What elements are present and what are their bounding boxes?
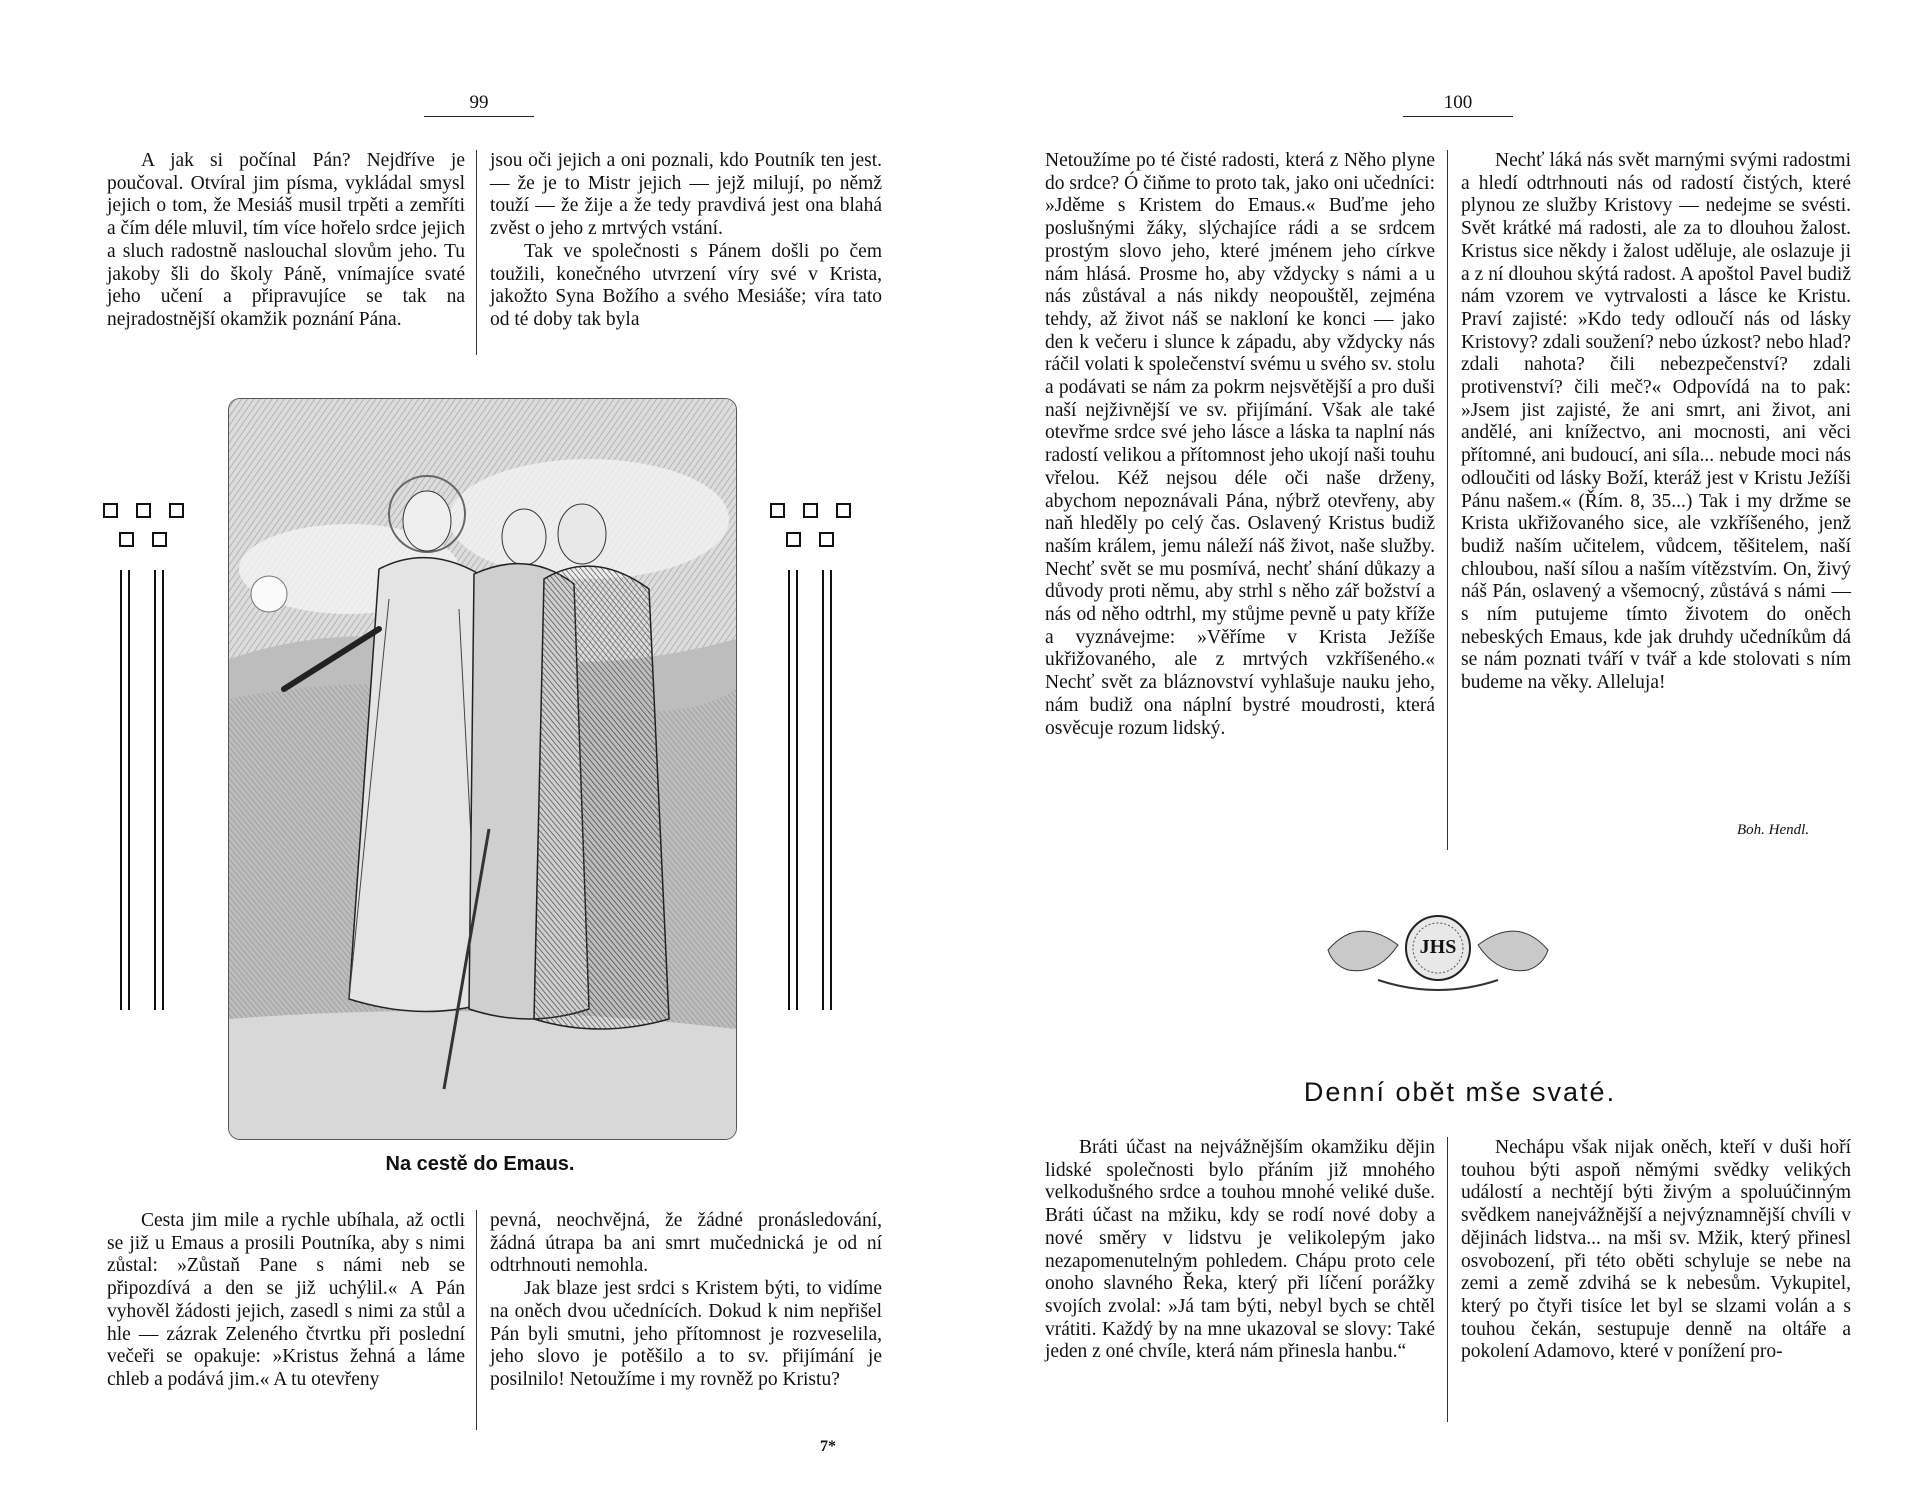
column-rule <box>476 1210 477 1430</box>
illustration-caption: Na cestě do Emaus. <box>385 1153 575 1175</box>
column-rule <box>476 150 477 355</box>
paragraph: Netoužíme po té čisté radosti, která z Něho plyne do srdce? Ó čiňme to proto tak, jako oni učedníci: »Jděme s Kristem do Emaus.« Buďme jeho poslušnými žáky, slýchajíce rádi a se srdcem prostým slovo jeho, které jménem jeho církve nám hlásá. Prosme ho, aby vždycky s námi a u nás zůstával a nás nikdy neopouštěl, zejména tehdy, až život náš se nakloní ke konci — jako den k večeru i slunce k západu, aby vždycky nás ráčil volati k společenství svému u svého sv. stolu a podávati se nám za pokrm nejsvětější a pro duši naší nejživnější ve sv. přijímání. Však ale také otevřme srdce své jeho lásce a láska ta naplní nás radostí velikou a přítomnost jeho ukojí naši touhu vřelou. Kéž nejsou déle oči naše drženy, abychom nepoznávali Pána, nýbrž otevřeny, aby naň hleděly po celý čas. Oslavený Kristus budiž naším králem, jemu náleží náš život, naše služby. Nechť svět se mu posmívá, nechť shání důkazy a důvody proti němu, aby strhl s něho zář božství a nás od něho odtrhl, my stůjme pevně u paty kříže a vyznávejme: »Věříme v Krista Ježíše ukřižovaného, ale z mrtvých vzkříšeného.« Nechť svět za bláznovství vyhlašuje nauku jeho, nám budiž ona náplní bystré moudrosti, která osvěcuje rozum lidský. <box>1045 150 1435 739</box>
engraving-illustration <box>229 399 736 1139</box>
jhs-ornament <box>1318 900 1558 1000</box>
decorative-squares-right <box>770 503 851 547</box>
section-title: Denní obět mše svaté. <box>1303 1077 1617 1107</box>
right-upper-left-column <box>1045 150 1435 740</box>
author-signature: Boh. Hendl. <box>1737 822 1810 838</box>
left-lower-left-column <box>107 1210 465 1392</box>
decorative-squares-left <box>103 503 184 547</box>
decorative-bars-left <box>120 570 170 1010</box>
paragraph: jsou oči jejich a oni poznali, kdo Poutník ten jest.— že je to Mistr jejich — jejž milují, po němž touží — že žije a že tedy pravdivá jest ona blahá zvěst o jeho z mrtvých vstání. <box>490 150 882 240</box>
left-lower-right-column <box>490 1210 882 1392</box>
engraving-road-to-emmaus <box>228 398 737 1140</box>
right-lower-right-column <box>1461 1137 1851 1364</box>
decorative-bars-right <box>788 570 838 1010</box>
paragraph: Cesta jim mile a rychle ubíhala, až octli se již u Emaus a prosili Poutníka, aby s nimi zůstal: »Zůstaň Pane s námi neb se připozdívá a den se již uchýlil.« A Pán vyhověl žádosti jejich, zasedl s nimi za stůl a hle — zázrak Zeleného čtvrtku při poslední večeři se opakuje: »Kristus žehná a láme chleb a podává jim.« A tu otevřeny <box>107 1210 465 1390</box>
left-upper-left-column <box>107 150 465 332</box>
ornament-monogram: JHS <box>1419 936 1457 958</box>
page-number-left: 99 <box>424 92 534 117</box>
left-upper-right-column <box>490 150 882 332</box>
right-upper-right-column <box>1461 150 1851 695</box>
paragraph: A jak si počínal Pán? Nejdříve je poučoval. Otvíral jim písma, vykládal smysl jejich o tom, že Mesiáš musil trpěti a zemříti a čím déle mluvil, tím více hořelo srdce jejich a sluch radostně naslouchal slovům jeho. Tu jakoby šli do školy Páně, vnímajíce svaté jeho učení a připravujíce se tak na nejradostnější okamžik poznání Pána. <box>107 150 465 330</box>
paragraph: Tak ve společnosti s Pánem došli po čem toužili, konečného utvrzení víry své v Krista, jakožto Syna Božího a svého Mesiáše; víra tato od té doby tak byla <box>490 240 882 330</box>
column-rule <box>1447 150 1448 850</box>
right-lower-left-column <box>1045 1137 1435 1364</box>
signature-mark: 7* <box>820 1438 836 1455</box>
page-number-right: 100 <box>1403 92 1513 117</box>
paragraph: Jak blaze jest srdci s Kristem býti, to vidíme na oněch dvou učednících. Dokud k nim nepřišel Pán byli smutni, jeho přítomnost je rozveselila, jeho slovo je potěšilo a to sv. přijímání je posilnilo! Netoužíme i my rovněž po Kristu? <box>490 1278 882 1390</box>
column-rule <box>1447 1137 1448 1422</box>
paragraph: Nechť láká nás svět marnými svými radostmi a hledí odtrhnouti nás od radostí čistých, které plynou ze služby Kristovy — nedejme se svésti. Svět krátké má radosti, ale za to dlouhou žalost. Kristus sice někdy i žalost uděluje, ale oslazuje ji a z ní dlouhou skýtá radost. A apoštol Pavel budiž nám vzorem ve vytrvalosti a lásce ke Kristu. Praví zajisté: »Kdo tedy odloučí nás od lásky Kristovy? zdali soužení? nebo úzkost? nebo hlad? zdali nahota? čili nebezpečenství? zdali protivenství? čili meč?« Odpovídá na to pak: »Jsem jist zajisté, že ani smrt, ani život, ani andělé, ani knížectvo, ani mocnosti, ani věci přítomné, ani budoucí, ani síla... nebude moci nás odloučiti od lásky Boží, kteráž jest v Kristu Ježíši Pánu našem.« (Řím. 8, 35...) Tak i my držme se Krista ukřižovaného sice, ale vzkříšeného, jenž budiž naším učitelem, vůdcem, těšitelem, naší chloubou, naší sílou a naším vítězstvím. On, živý náš Pán, oslavený a všemocný, zůstává s námi — s ním putujeme tímto životem do oněch nebeských Emaus, kde jak druhdy učedníkům dá se nám poznati tváří v tvář a kde stolovati s ním budeme na věky. Alleluja! <box>1461 150 1851 694</box>
paragraph: Bráti účast na nejvážnějším okamžiku dějin lidské společnosti bylo přáním již mnohého velkodušného srdce a touhou mnohé veliké duše. Bráti účast na mžiku, kdy se rodí nové doby a nové směry v lidstvu je velikolepým jako nezapomenutelným pohledem. Chápu proto cele onoho slavného Řeka, který při líčení porážky svojích zvolal: »Já tam býti, nebyl bych se chtěl vrátiti. Každý by na mne ukazoval se slovy: Také jeden z oné chvíle, která nám přinesla hanbu.“ <box>1045 1137 1435 1363</box>
paragraph: pevná, neochvějná, že žádné pronásledování, žádná útrapa ba ani smrt mučednická je od ní odtrhnouti nemohla. <box>490 1210 882 1277</box>
paragraph: Nechápu však nijak oněch, kteří v duši hoří touhou býti aspoň němými svědky velikých událostí a nechtějí býti živým a spoluúčinným svědkem nanejvážnější a nejvýznamnější chvíli v dějinách lidstva... na mši sv. Mžik, který přinesl osvobození, při této oběti schyluje se nebe na zemi a země zdvihá se k nebesům. Vykupitel, který po čtyři tisíce let byl se slzami volán a s touhou čekán, sestupuje denně na oltáře a pokolení Adamovo, které v ponížení pro- <box>1461 1137 1851 1363</box>
